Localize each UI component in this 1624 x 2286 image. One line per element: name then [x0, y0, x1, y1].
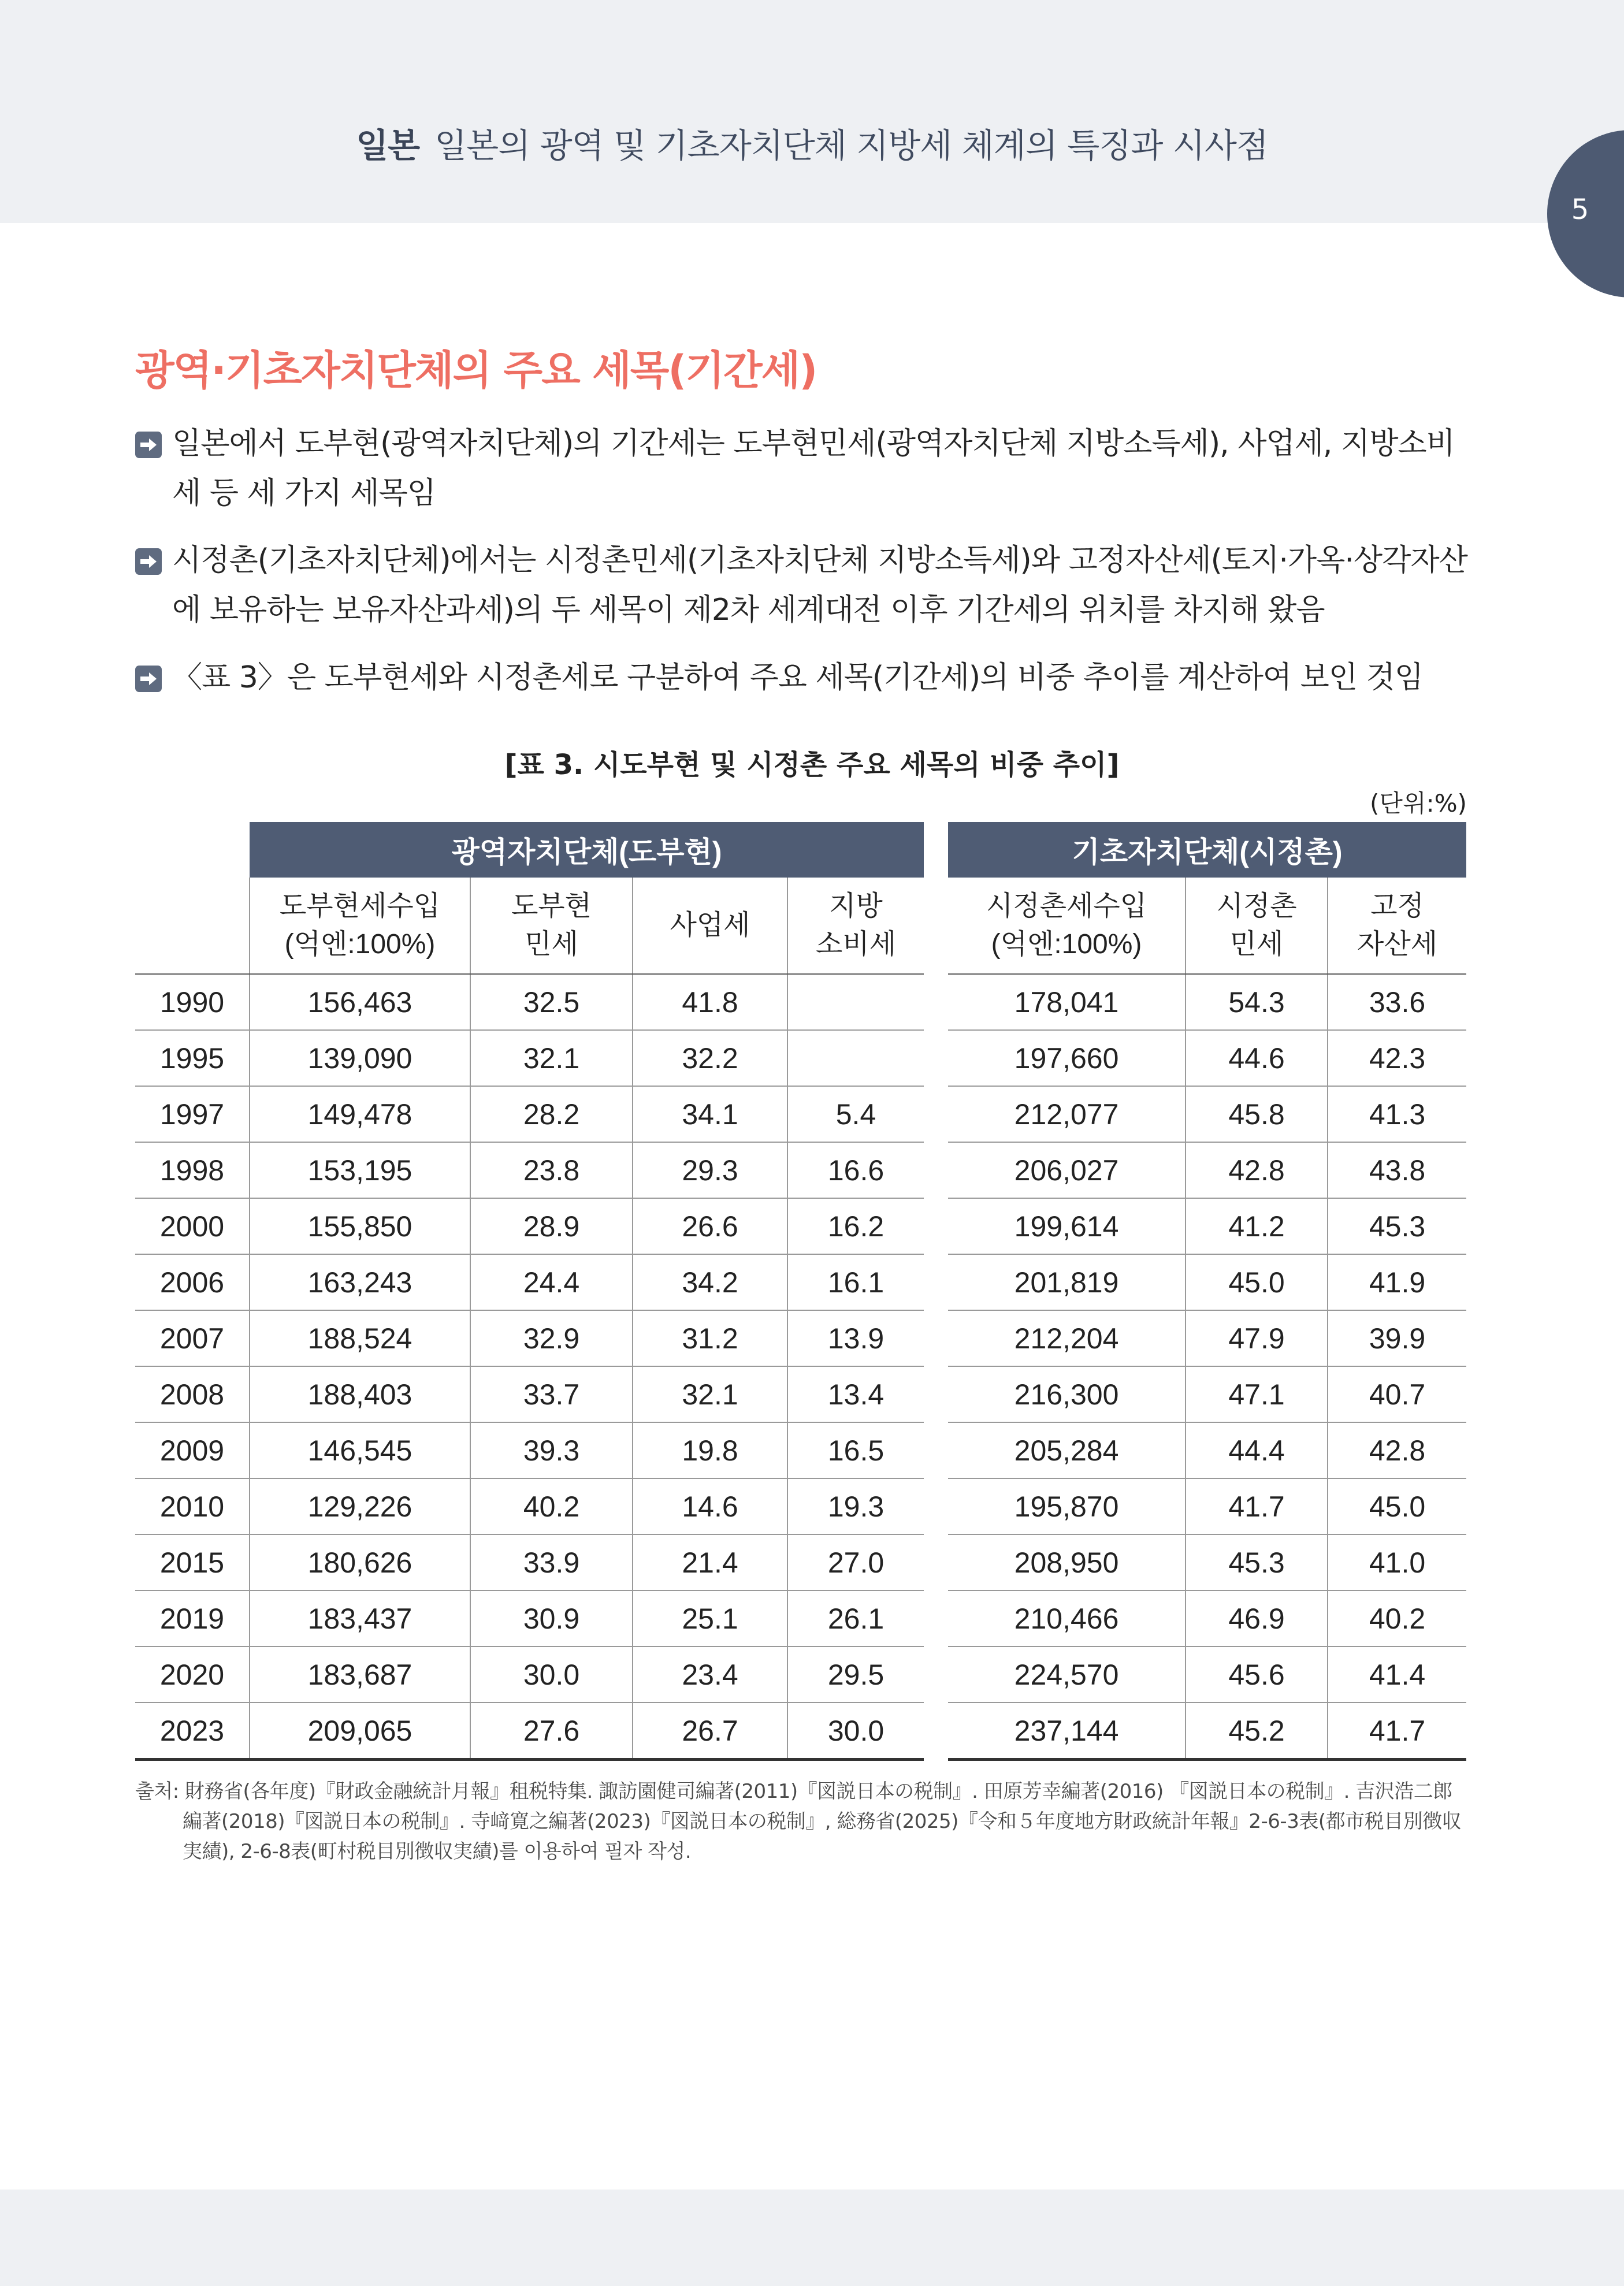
- cell-year: 2023: [135, 1703, 250, 1760]
- arrow-right-icon: [135, 548, 162, 575]
- cell-year: 2019: [135, 1590, 250, 1646]
- table-row: [135, 1422, 1466, 1478]
- cell-muni-resident: 45.8: [1186, 1086, 1328, 1142]
- col-property: 고정 자산세: [1328, 878, 1466, 974]
- cell-property: 41.3: [1328, 1086, 1466, 1142]
- group-header-row: [135, 822, 1466, 878]
- cell-property: 40.7: [1328, 1366, 1466, 1422]
- group-gap: [924, 822, 948, 878]
- cell-pref-resident: 24.4: [470, 1254, 633, 1310]
- cell-property: 42.8: [1328, 1422, 1466, 1478]
- cell-gap: [924, 1254, 948, 1310]
- bullet-item: [135, 536, 1476, 635]
- cell-muni-revenue: 212,077: [948, 1086, 1186, 1142]
- cell-consumption: [787, 974, 924, 1030]
- cell-muni-resident: 45.6: [1186, 1646, 1328, 1703]
- bullet-item: [135, 653, 1476, 702]
- cell-pref-revenue: 180,626: [250, 1534, 470, 1590]
- table-unit: (단위:%): [1370, 789, 1467, 817]
- cell-muni-revenue: 208,950: [948, 1534, 1186, 1590]
- cell-gap: [924, 1590, 948, 1646]
- cell-year: 1998: [135, 1142, 250, 1198]
- cell-year: 2006: [135, 1254, 250, 1310]
- cell-pref-resident: 33.7: [470, 1366, 633, 1422]
- cell-enterprise: 41.8: [633, 974, 787, 1030]
- running-header: [0, 118, 1624, 167]
- cell-consumption: 30.0: [787, 1703, 924, 1760]
- cell-gap: [924, 1142, 948, 1198]
- cell-pref-revenue: 188,403: [250, 1366, 470, 1422]
- cell-pref-revenue: 146,545: [250, 1422, 470, 1478]
- cell-pref-resident: 30.0: [470, 1646, 633, 1703]
- cell-pref-resident: 39.3: [470, 1422, 633, 1478]
- table-row: [135, 1366, 1466, 1422]
- cell-pref-revenue: 129,226: [250, 1478, 470, 1534]
- table-row: [135, 1142, 1466, 1198]
- cell-muni-revenue: 206,027: [948, 1142, 1186, 1198]
- column-header-row: [135, 878, 1466, 974]
- cell-property: 41.9: [1328, 1254, 1466, 1310]
- cell-property: 41.7: [1328, 1703, 1466, 1760]
- footer-band: [0, 2190, 1624, 2286]
- cell-muni-resident: 54.3: [1186, 974, 1328, 1030]
- cell-muni-revenue: 201,819: [948, 1254, 1186, 1310]
- cell-muni-revenue: 205,284: [948, 1422, 1186, 1478]
- cell-pref-resident: 27.6: [470, 1703, 633, 1760]
- cell-muni-revenue: 212,204: [948, 1310, 1186, 1366]
- cell-gap: [924, 1478, 948, 1534]
- cell-gap: [924, 1646, 948, 1703]
- cell-muni-resident: 46.9: [1186, 1590, 1328, 1646]
- cell-gap: [924, 1030, 948, 1086]
- cell-muni-resident: 44.4: [1186, 1422, 1328, 1478]
- cell-muni-revenue: 224,570: [948, 1646, 1186, 1703]
- cell-enterprise: 26.7: [633, 1703, 787, 1760]
- bullet-item: [135, 419, 1476, 518]
- cell-pref-resident: 33.9: [470, 1534, 633, 1590]
- header-title: 일본의 광역 및 기초자치단체 지방세 체계의 특징과 시사점: [434, 126, 1268, 165]
- table-row: [135, 1254, 1466, 1310]
- cell-consumption: 16.1: [787, 1254, 924, 1310]
- cell-enterprise: 23.4: [633, 1646, 787, 1703]
- table-body: [135, 974, 1466, 1760]
- cell-property: 45.3: [1328, 1198, 1466, 1254]
- table-row: [135, 1534, 1466, 1590]
- cell-enterprise: 26.6: [633, 1198, 787, 1254]
- cell-consumption: 29.5: [787, 1646, 924, 1703]
- cell-muni-revenue: 237,144: [948, 1703, 1186, 1760]
- bullet-text: 〈표 3〉은 도부현세와 시정촌세로 구분하여 주요 세목(기간세)의 비중 추이를 계산하여 보인 것임: [172, 660, 1424, 695]
- col-pref-resident: 도부현 민세: [470, 878, 633, 974]
- cell-consumption: 16.5: [787, 1422, 924, 1478]
- cell-muni-revenue: 178,041: [948, 974, 1186, 1030]
- cell-pref-revenue: 149,478: [250, 1086, 470, 1142]
- cell-gap: [924, 1534, 948, 1590]
- cell-gap: [924, 1310, 948, 1366]
- cell-year: 2000: [135, 1198, 250, 1254]
- cell-pref-revenue: 153,195: [250, 1142, 470, 1198]
- cell-year: 2007: [135, 1310, 250, 1366]
- cell-consumption: 27.0: [787, 1534, 924, 1590]
- cell-pref-resident: 28.9: [470, 1198, 633, 1254]
- cell-muni-resident: 42.8: [1186, 1142, 1328, 1198]
- table-row: [135, 1478, 1466, 1534]
- cell-pref-revenue: 156,463: [250, 974, 470, 1030]
- cell-pref-revenue: 163,243: [250, 1254, 470, 1310]
- table-row: [135, 1590, 1466, 1646]
- table-row: [135, 1030, 1466, 1086]
- cell-pref-resident: 32.9: [470, 1310, 633, 1366]
- cell-consumption: 26.1: [787, 1590, 924, 1646]
- section-title: 광역·기초자치단체의 주요 세목(기간세): [135, 347, 817, 394]
- cell-year: 2009: [135, 1422, 250, 1478]
- cell-muni-resident: 45.2: [1186, 1703, 1328, 1760]
- cell-year: 1997: [135, 1086, 250, 1142]
- table-row: [135, 1703, 1466, 1760]
- cell-pref-revenue: 209,065: [250, 1703, 470, 1760]
- cell-property: 43.8: [1328, 1142, 1466, 1198]
- cell-year: 2010: [135, 1478, 250, 1534]
- cell-muni-resident: 45.0: [1186, 1254, 1328, 1310]
- cell-gap: [924, 1422, 948, 1478]
- cell-enterprise: 31.2: [633, 1310, 787, 1366]
- cell-enterprise: 14.6: [633, 1478, 787, 1534]
- table-row: [135, 974, 1466, 1030]
- cell-muni-resident: 45.3: [1186, 1534, 1328, 1590]
- cell-consumption: 16.6: [787, 1142, 924, 1198]
- cell-pref-resident: 23.8: [470, 1142, 633, 1198]
- cell-gap: [924, 974, 948, 1030]
- col-pref-revenue: 도부현세수입 (억엔:100%): [250, 878, 470, 974]
- cell-property: 39.9: [1328, 1310, 1466, 1366]
- cell-muni-resident: 47.1: [1186, 1366, 1328, 1422]
- year-header: [135, 878, 250, 974]
- cell-enterprise: 34.2: [633, 1254, 787, 1310]
- cell-year: 2008: [135, 1366, 250, 1422]
- table-row: [135, 1310, 1466, 1366]
- cell-pref-resident: 32.1: [470, 1030, 633, 1086]
- cell-muni-resident: 47.9: [1186, 1310, 1328, 1366]
- cell-pref-resident: 28.2: [470, 1086, 633, 1142]
- cell-pref-revenue: 183,437: [250, 1590, 470, 1646]
- cell-gap: [924, 1366, 948, 1422]
- corner-cell: [135, 822, 250, 878]
- source-text: 출처: 財務省(各年度)『財政金融統計月報』租税特集. 諏訪園健司編著(2011)『図説日本の税制』. 田原芳幸編著(2016) 『図説日本の税制』. 吉沢浩二郎編著(2018)『図説日本の税制』. 寺﨑寛之編著(2023)『図説日本の税制』, 総務省(2025)『令和５年度地方財政統計年報』2-6-3表(都市税目別徴収実績), 2-6-8表(町村税目別徴収実績)를 이용하여 필자 작성.: [135, 1780, 1462, 1863]
- table-caption: [표 3. 시도부현 및 시정촌 주요 세목의 비중 추이]: [504, 749, 1120, 781]
- cell-pref-resident: 32.5: [470, 974, 633, 1030]
- cell-consumption: 13.9: [787, 1310, 924, 1366]
- cell-enterprise: 32.1: [633, 1366, 787, 1422]
- cell-pref-resident: 40.2: [470, 1478, 633, 1534]
- col-muni-revenue: 시정촌세수입 (억엔:100%): [948, 878, 1186, 974]
- cell-property: 41.0: [1328, 1534, 1466, 1590]
- cell-muni-revenue: 210,466: [948, 1590, 1186, 1646]
- cell-consumption: 19.3: [787, 1478, 924, 1534]
- cell-year: 1990: [135, 974, 250, 1030]
- cell-muni-resident: 44.6: [1186, 1030, 1328, 1086]
- bullet-text: 시정촌(기초자치단체)에서는 시정촌민세(기초자치단체 지방소득세)와 고정자산세(토지·가옥·상각자산에 보유하는 보유자산과세)의 두 세목이 제2차 세계대전 이후 기간세의 위치를 차지해 왔음: [172, 543, 1467, 627]
- cell-pref-resident: 30.9: [470, 1590, 633, 1646]
- cell-gap: [924, 1086, 948, 1142]
- cell-pref-revenue: 188,524: [250, 1310, 470, 1366]
- group-municipal: 기초자치단체(시정촌): [948, 822, 1466, 878]
- cell-enterprise: 25.1: [633, 1590, 787, 1646]
- cell-muni-revenue: 216,300: [948, 1366, 1186, 1422]
- header-lead: 일본: [356, 126, 420, 165]
- cell-consumption: 5.4: [787, 1086, 924, 1142]
- cell-property: 42.3: [1328, 1030, 1466, 1086]
- source-note: [135, 1776, 1470, 1867]
- cell-year: 2020: [135, 1646, 250, 1703]
- bullet-text: 일본에서 도부현(광역자치단체)의 기간세는 도부현민세(광역자치단체 지방소득세), 사업세, 지방소비세 등 세 가지 세목임: [172, 426, 1455, 511]
- col-enterprise: 사업세: [633, 878, 787, 974]
- cell-pref-revenue: 139,090: [250, 1030, 470, 1086]
- col-muni-resident: 시정촌 민세: [1186, 878, 1328, 974]
- cell-consumption: [787, 1030, 924, 1086]
- cell-pref-revenue: 155,850: [250, 1198, 470, 1254]
- cell-muni-revenue: 197,660: [948, 1030, 1186, 1086]
- cell-property: 45.0: [1328, 1478, 1466, 1534]
- cell-property: 41.4: [1328, 1646, 1466, 1703]
- cell-enterprise: 21.4: [633, 1534, 787, 1590]
- cell-property: 33.6: [1328, 974, 1466, 1030]
- arrow-right-icon: [135, 666, 162, 692]
- col-consumption: 지방 소비세: [787, 878, 924, 974]
- header-band: [0, 0, 1624, 223]
- table-row: [135, 1198, 1466, 1254]
- cell-year: 2015: [135, 1534, 250, 1590]
- cell-pref-revenue: 183,687: [250, 1646, 470, 1703]
- cell-enterprise: 29.3: [633, 1142, 787, 1198]
- cell-muni-resident: 41.2: [1186, 1198, 1328, 1254]
- col-gap: [924, 878, 948, 974]
- cell-property: 40.2: [1328, 1590, 1466, 1646]
- tax-share-table: [135, 822, 1466, 1761]
- table-row: [135, 1086, 1466, 1142]
- cell-year: 1995: [135, 1030, 250, 1086]
- cell-enterprise: 32.2: [633, 1030, 787, 1086]
- cell-gap: [924, 1198, 948, 1254]
- cell-muni-revenue: 195,870: [948, 1478, 1186, 1534]
- cell-enterprise: 19.8: [633, 1422, 787, 1478]
- arrow-right-icon: [135, 432, 162, 458]
- cell-enterprise: 34.1: [633, 1086, 787, 1142]
- cell-muni-resident: 41.7: [1186, 1478, 1328, 1534]
- group-prefecture: 광역자치단체(도부현): [250, 822, 924, 878]
- page-number: 5: [1571, 194, 1589, 226]
- cell-consumption: 13.4: [787, 1366, 924, 1422]
- cell-consumption: 16.2: [787, 1198, 924, 1254]
- table-row: [135, 1646, 1466, 1703]
- cell-gap: [924, 1703, 948, 1760]
- cell-muni-revenue: 199,614: [948, 1198, 1186, 1254]
